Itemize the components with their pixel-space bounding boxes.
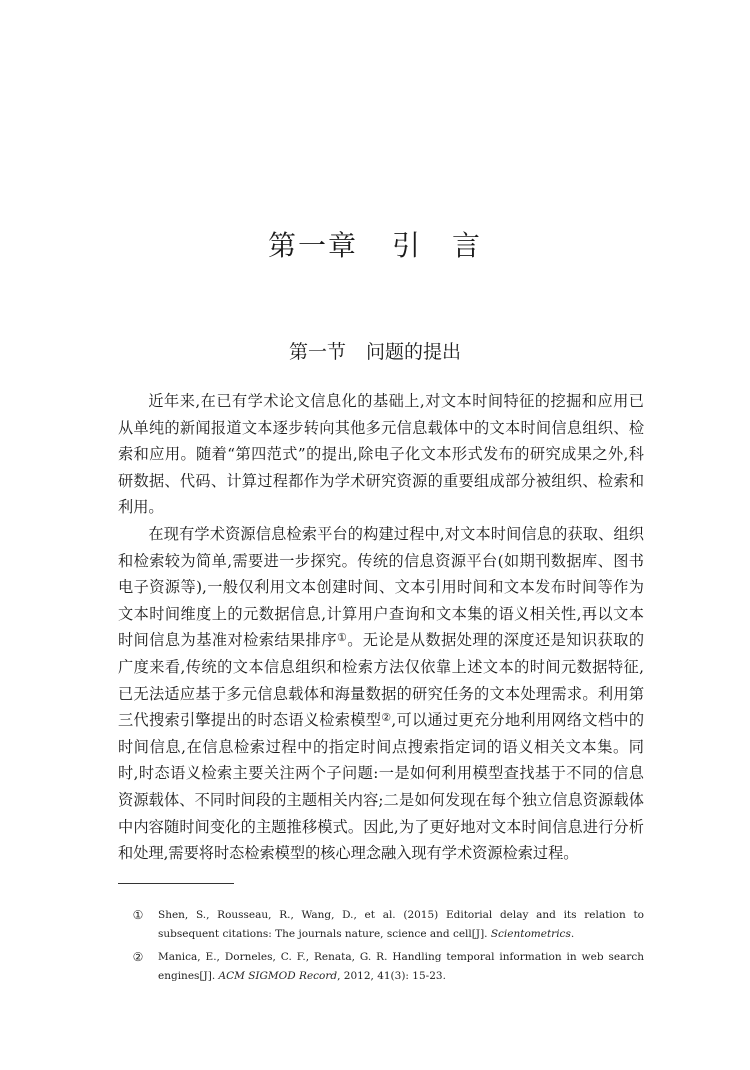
paragraph-2-part-a: 在现有学术资源信息检索平台的构建过程中,对文本时间信息的获取、组织和检索较为简单,需要进一步探究。传统的信息资源平台(如期刊数据库、图书电子资源等),一般仅利用文本创建时间、文本引用时间和文本发布时间等作为文本时间维度上的元数据信息,计算用户查询和文本集的语义相关性,再以文本时间信息为基准对检索结果排序: [118, 524, 644, 650]
footnote-text: [158, 948, 644, 986]
footnote-mark: ②: [132, 950, 144, 964]
footnote-2: [118, 948, 644, 986]
footnote-ref-2: ②: [381, 711, 392, 725]
paragraph-2: [118, 521, 644, 867]
section-number: 第一节: [288, 341, 346, 363]
footnote-tail: .: [570, 928, 575, 940]
chapter-number: 第一章: [267, 229, 358, 262]
paragraph-1: 近年来,在已有学术论文信息化的基础上,对文本时间特征的挖掘和应用已从单纯的新闻报道文本逐步转向其他多元信息载体中的文本时间信息组织、检索和应用。随着“第四范式”的提出,除电子化文本形式发布的研究成果之外,科研数据、代码、计算过程都作为学术研究资源的重要组成部分被组织、检索和利用。: [118, 392, 644, 517]
footnote-citation: Shen, S., Rousseau, R., Wang, D., et al. (2015) Editorial delay and its relation to subsequent citations: The journals nature, science and cell[J].: [158, 909, 644, 940]
footnote-journal: ACM SIGMOD Record: [218, 970, 338, 982]
section-name: 问题的提出: [366, 341, 462, 363]
paragraph-2-part-b: 。无论是从数据处理的深度还是知识获取的广度来看,传统的文本信息组织和检索方法仅依靠上述文本的时间元数据特征,已无法适应基于多元信息载体和海量数据的研究任务的文本处理需求。利用第三代搜索引擎提出的时态语义检索模型: [118, 631, 645, 730]
body-text: [118, 388, 644, 867]
chapter-title: [0, 228, 750, 264]
footnote-text: [158, 906, 644, 944]
footnote-ref-1: ①: [336, 631, 348, 645]
footnote-1: [118, 906, 644, 944]
section-title: [0, 338, 750, 366]
footnote-divider: [118, 883, 234, 884]
footnote-journal: Scientometrics: [490, 928, 571, 940]
footnote-citation: Manica, E., Dorneles, C. F., Renata, G. R. Handling temporal information in web search engines[J].: [158, 951, 644, 982]
footnote-mark: ①: [132, 908, 144, 922]
chapter-name-char-2: 言: [452, 229, 483, 262]
chapter-name-char-1: 引: [391, 229, 422, 262]
footnote-tail: , 2012, 41(3): 15-23.: [337, 970, 446, 982]
footnotes: [118, 906, 644, 990]
paragraph-2-part-c: ,可以通过更充分地利用网络文档中的时间信息,在信息检索过程中的指定时间点搜索指定词的语义相关文本集。同时,时态语义检索主要关注两个子问题:一是如何利用模型查找基于不同的信息资源载体、不同时间段的主题相关内容;二是如何发现在每个独立信息资源载体中内容随时间变化的主题推移模式。因此,为了更好地对文本时间信息进行分析和处理,需要将时态检索模型的核心理念融入现有学术资源检索过程。: [118, 711, 645, 863]
